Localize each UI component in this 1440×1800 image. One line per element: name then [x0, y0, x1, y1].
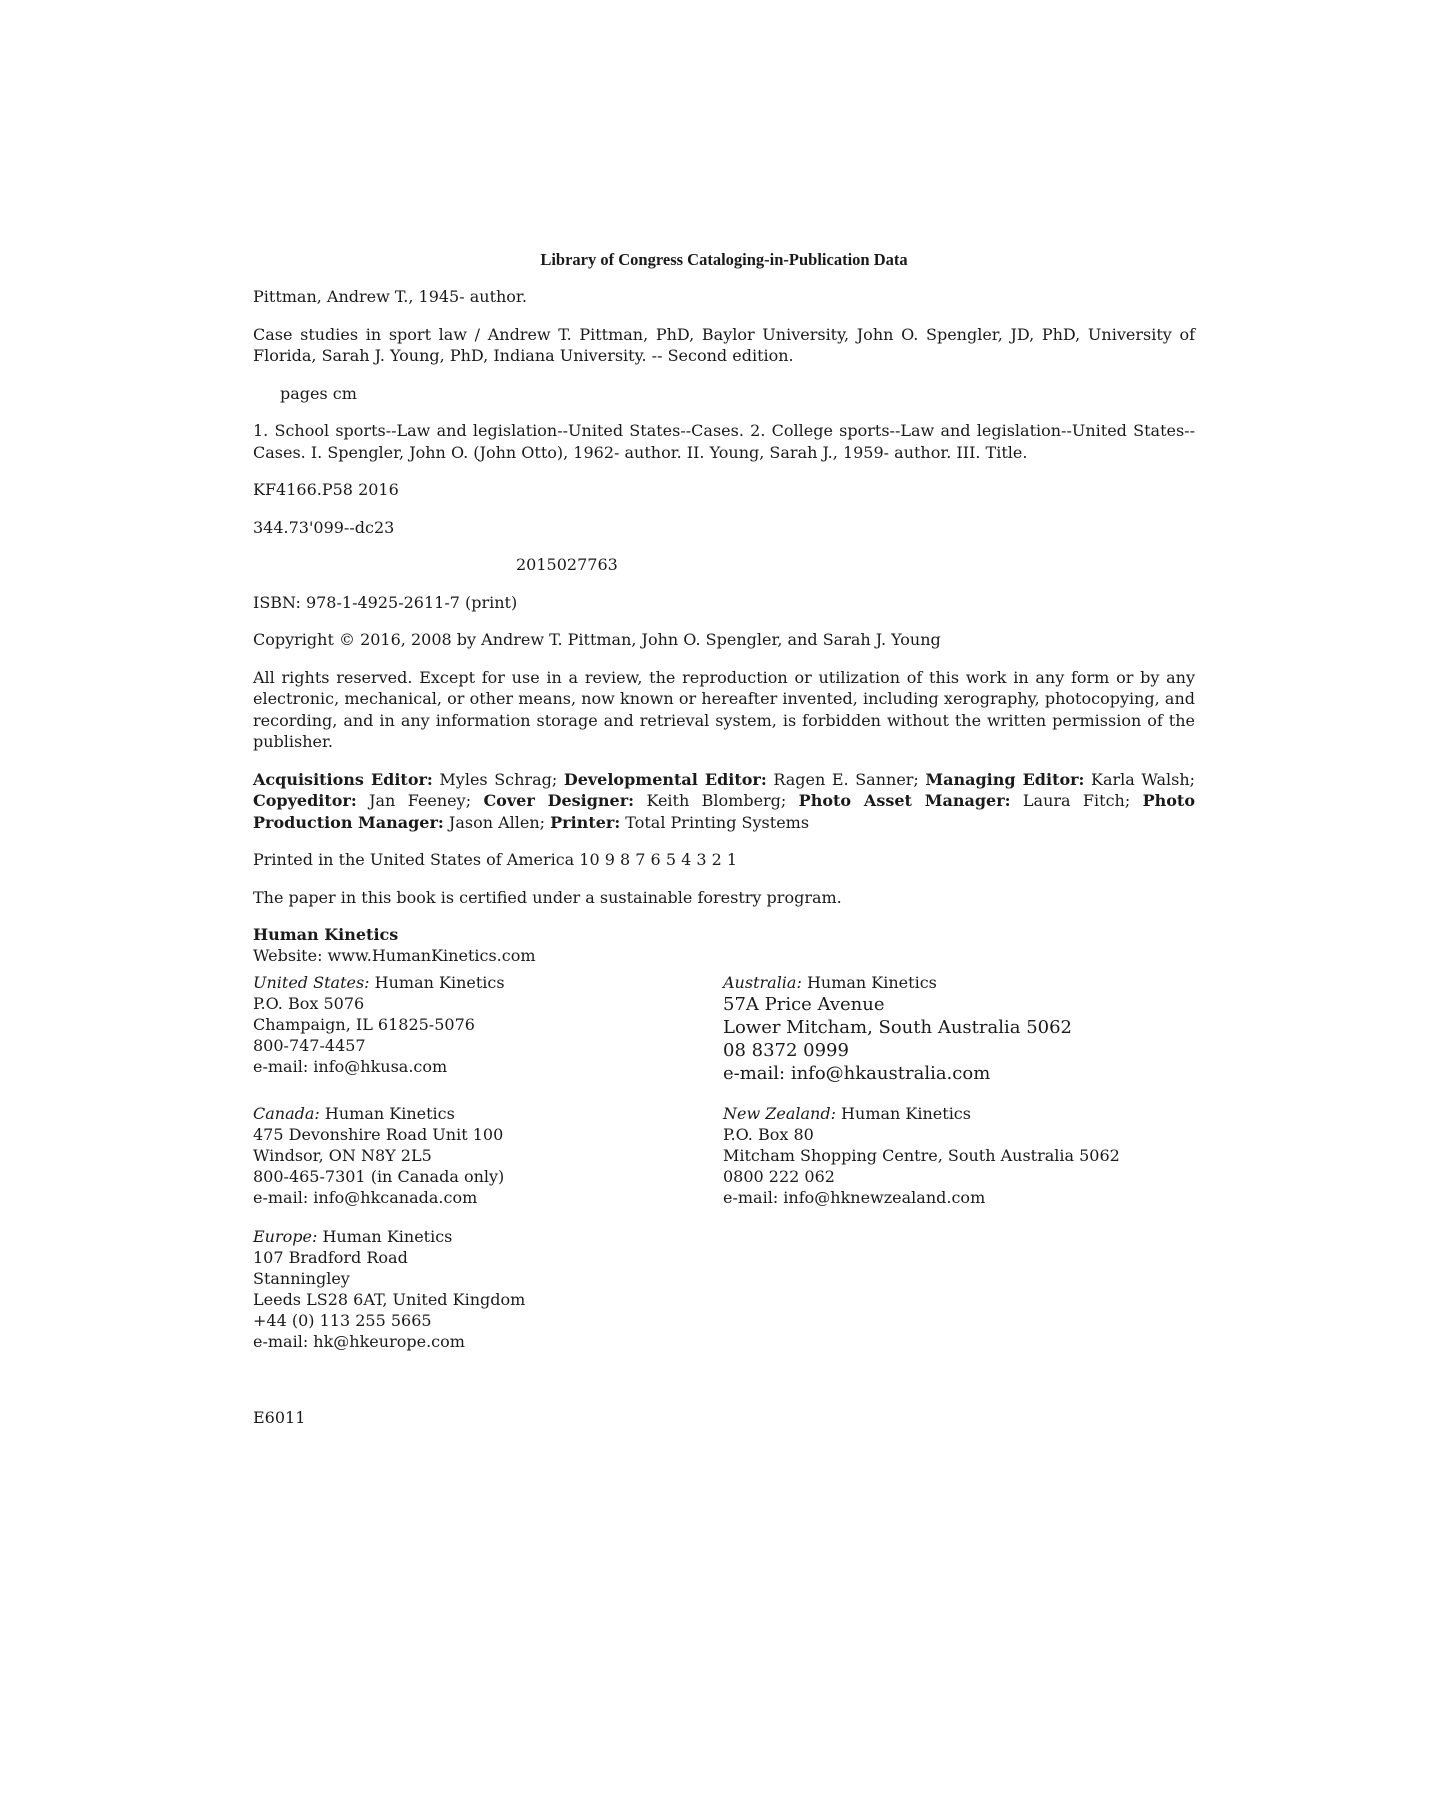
subjects-line: 1. School sports--Law and legislation--United States--Cases. 2. College sports--Law and legislation--United States--Cases. I. Spengler, John O. (John Otto), 1962- author. II. Young, Sarah J., 1959- author. III. Title.: [253, 421, 1195, 462]
address-region: Australia:: [723, 973, 802, 992]
address-email: e-mail: hk@hkeurope.com: [253, 1332, 465, 1351]
rights-statement: All rights reserved. Except for use in a review, the reproduction or utilization of this work in any form or by any electronic, mechanical, or other means, now known or hereafter invented, including xerography, photocopying, and recording, and in any information storage and retrieval system, is forbidden without the written permission of the publisher.: [253, 667, 1195, 751]
credit-name: Ragen E. Sanner;: [766, 769, 926, 789]
address-region: Canada:: [253, 1104, 320, 1123]
address-company: Human Kinetics: [319, 1104, 455, 1123]
address-line: Champaign, IL 61825-5076: [253, 1015, 475, 1034]
address-line: 475 Devonshire Road Unit 100: [253, 1125, 504, 1144]
credit-role: Photo Production Manager:: [253, 791, 1195, 832]
address-grid: [253, 972, 1195, 1352]
address-line: Mitcham Shopping Centre, South Australia 5062: [723, 1146, 1120, 1165]
dewey-number: 344.73'099--dc23: [253, 517, 395, 537]
address-company: Human Kinetics: [369, 973, 505, 992]
credit-name: Jan Feeney;: [356, 791, 484, 810]
address-line: Leeds LS28 6AT, United Kingdom: [253, 1290, 526, 1309]
address-email: e-mail: info@hknewzealand.com: [723, 1188, 986, 1207]
publisher-website: Website: www.HumanKinetics.com: [253, 946, 536, 965]
address-line: 800-465-7301 (in Canada only): [253, 1167, 505, 1186]
credit-role: Copyeditor:: [253, 791, 357, 810]
address-line: P.O. Box 80: [723, 1125, 814, 1144]
credit-role: Printer:: [550, 812, 621, 832]
address-europe: [253, 1226, 723, 1352]
product-code: E6011: [253, 1408, 306, 1427]
address-region: New Zealand:: [723, 1104, 836, 1123]
address-australia: [723, 972, 1195, 1085]
isbn: ISBN: 978-1-4925-2611-7 (print): [253, 592, 518, 612]
credit-name: Laura Fitch;: [1010, 791, 1143, 810]
address-email: e-mail: info@hkusa.com: [253, 1057, 448, 1076]
publisher-name: Human Kinetics: [253, 925, 399, 944]
paper-note: The paper in this book is certified under a sustainable forestry program.: [253, 887, 842, 907]
address-new-zealand: [723, 1103, 1195, 1208]
credit-role: Developmental Editor:: [563, 769, 767, 789]
address-line: Windsor, ON N8Y 2L5: [253, 1146, 432, 1165]
address-line: Lower Mitcham, South Australia 5062: [723, 1017, 1072, 1038]
printed-in: Printed in the United States of America 10 9 8 7 6 5 4 3 2 1: [253, 850, 738, 869]
lc-call-number: KF4166.P58 2016: [253, 480, 399, 499]
credit-role: Photo Asset Manager:: [798, 791, 1011, 810]
address-region: Europe:: [253, 1227, 318, 1246]
credit-name: Total Printing Systems: [620, 812, 810, 832]
credit-name: Myles Schrag;: [432, 769, 564, 789]
copyright-page: [253, 250, 1195, 1428]
address-line: P.O. Box 5076: [253, 994, 365, 1013]
address-line: Stanningley: [253, 1269, 350, 1288]
address-company: Human Kinetics: [317, 1227, 453, 1246]
credit-name: Karla Walsh;: [1084, 769, 1196, 789]
cip-heading: Library of Congress Cataloging-in-Publication Data: [540, 250, 908, 269]
credit-name: Jason Allen;: [443, 812, 551, 832]
author-line: Pittman, Andrew T., 1945- author.: [253, 287, 527, 306]
address-company: Human Kinetics: [835, 1104, 971, 1123]
address-line: +44 (0) 113 255 5665: [253, 1311, 432, 1330]
address-company: Human Kinetics: [801, 973, 937, 992]
address-region: United States:: [253, 973, 370, 992]
address-line: 57A Price Avenue: [723, 994, 885, 1015]
lccn: 2015027763: [516, 555, 618, 574]
address-line: 08 8372 0999: [723, 1040, 849, 1061]
copyright-notice: Copyright © 2016, 2008 by Andrew T. Pittman, John O. Spengler, and Sarah J. Young: [253, 630, 941, 649]
credit-name: Keith Blomberg;: [634, 791, 799, 810]
title-line: Case studies in sport law / Andrew T. Pittman, PhD, Baylor University, John O. Spengler, JD, PhD, University of Florida, Sarah J. Young, PhD, Indiana University. -- Second edition.: [253, 324, 1195, 365]
address-email: e-mail: info@hkcanada.com: [253, 1188, 478, 1207]
address-line: 107 Bradford Road: [253, 1248, 408, 1267]
address-line: 800-747-4457: [253, 1036, 366, 1055]
credit-role: Acquisitions Editor:: [253, 769, 433, 789]
address-email: e-mail: info@hkaustralia.com: [723, 1063, 991, 1084]
credit-role: Cover Designer:: [483, 791, 635, 810]
address-us: [253, 972, 723, 1085]
address-canada: [253, 1103, 723, 1208]
credits-block: [253, 769, 1195, 834]
address-line: 0800 222 062: [723, 1167, 835, 1186]
pages-line: pages cm: [280, 383, 357, 403]
credit-role: Managing Editor:: [925, 769, 1085, 789]
